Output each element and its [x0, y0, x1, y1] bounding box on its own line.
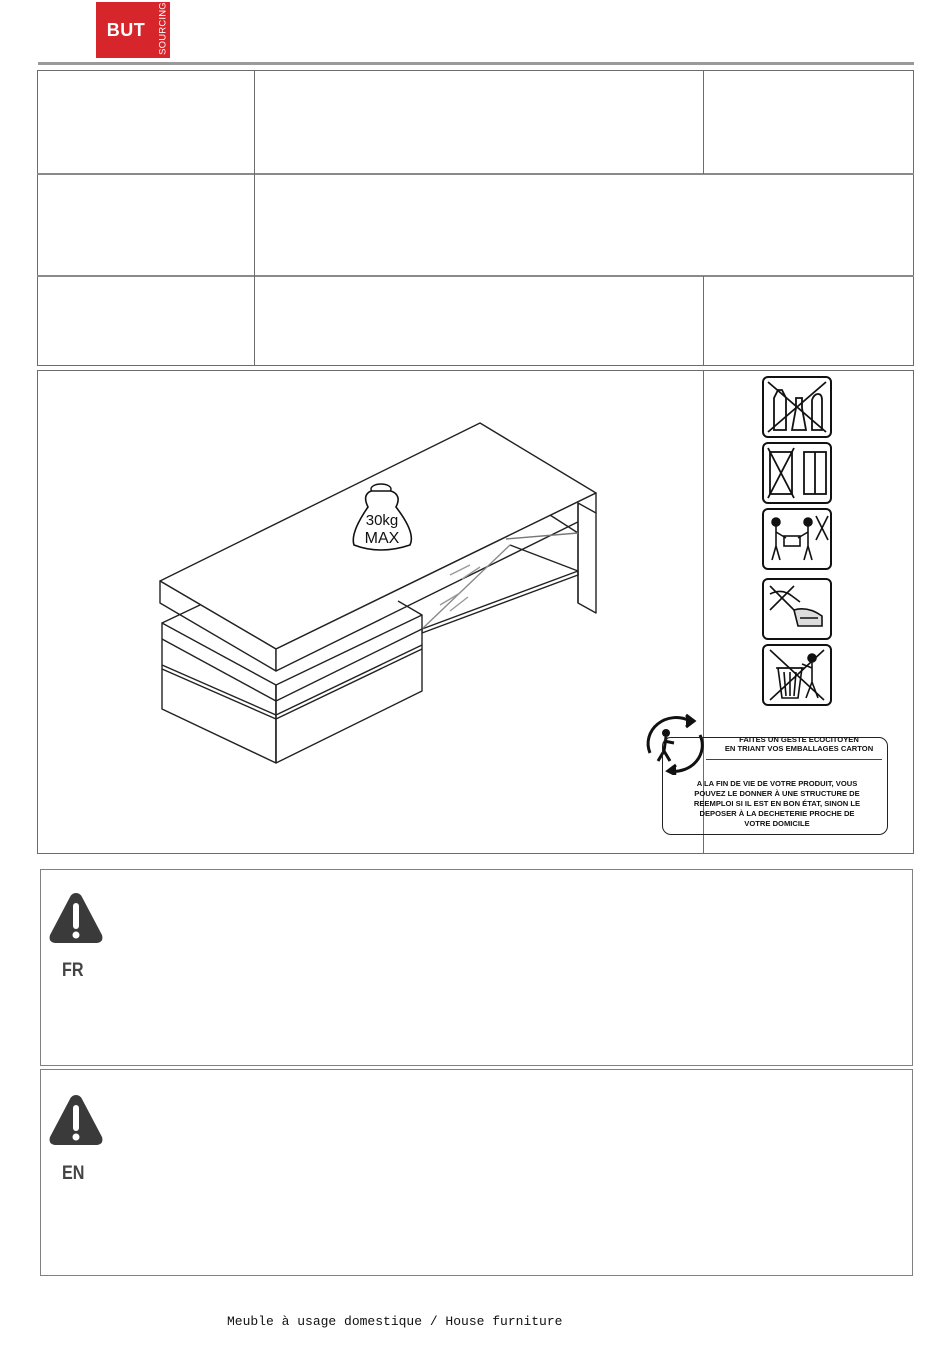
no-wardrobe-icon — [762, 442, 832, 504]
eco-recycling-notice — [640, 713, 892, 839]
eco-notice-body-line: VOTRE DOMICILE — [744, 819, 810, 828]
info-table-col-1 — [254, 70, 255, 366]
footer-text: Meuble à usage domestique / House furniture — [227, 1314, 563, 1329]
but-sourcing-logo — [96, 2, 172, 58]
weight-label-2: MAX — [364, 530, 400, 547]
no-chemicals-icon — [762, 376, 832, 438]
eco-notice-line-2: EN TRIANT VOS EMBALLAGES CARTON — [724, 744, 874, 753]
weight-label-1: 30kg — [365, 512, 399, 529]
header-rule — [38, 62, 914, 65]
no-abrasive-cleaning-icon — [762, 578, 832, 640]
warning-triangle-icon — [47, 1092, 105, 1148]
info-table-rule-2 — [37, 275, 914, 277]
eco-notice-body-line: REEMPLOI SI IL EST EN BON ÉTAT, SINON LE — [693, 799, 861, 808]
logo-sub-block — [156, 2, 170, 58]
warning-box-fr — [40, 869, 913, 1066]
eco-notice-body-line: A LA FIN DE VIE DE VOTRE PRODUIT, VOUS — [696, 779, 858, 788]
warning-lang-fr: FR — [62, 960, 84, 981]
eco-notice-line-1: FAITES UN GESTE ECOCITOYEN — [739, 735, 859, 744]
eco-notice-body-line: DEPOSER À LA DECHETERIE PROCHE DE — [699, 809, 855, 818]
eco-notice-heading — [706, 735, 892, 753]
no-trash-disposal-icon — [762, 644, 832, 706]
eco-notice-body-line: POUVEZ LE DONNER À UNE STRUCTURE DE — [694, 789, 860, 798]
eco-notice-separator — [706, 759, 882, 760]
warning-triangle-icon — [47, 890, 105, 946]
warning-box-en — [40, 1069, 913, 1276]
eco-notice-body — [666, 779, 888, 829]
info-table-col-2a — [703, 70, 704, 174]
info-table-rule-1 — [37, 173, 914, 175]
tv-stand-drawing — [150, 415, 610, 775]
info-table-frame — [37, 70, 914, 366]
info-table-col-2b — [703, 276, 704, 366]
warning-lang-en: EN — [62, 1163, 85, 1184]
logo-text: BUT — [106, 20, 146, 40]
two-person-assembly-icon — [762, 508, 832, 570]
logo-sub-text: SOURCING — [157, 2, 169, 55]
